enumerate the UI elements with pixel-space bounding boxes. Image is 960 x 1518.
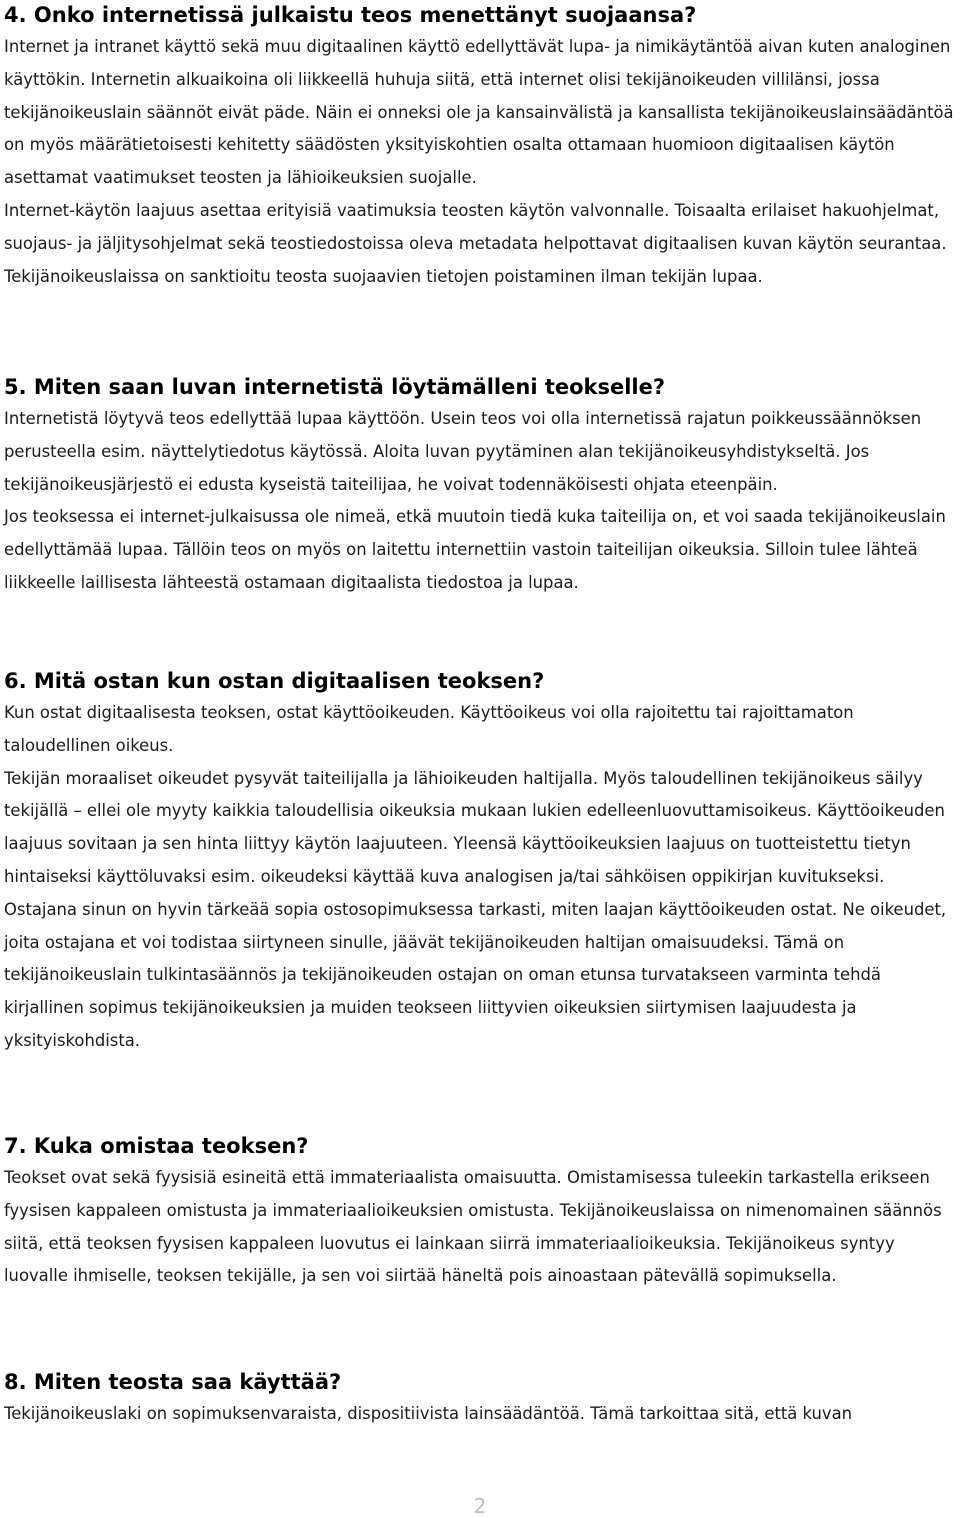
section-paragraph: Ostajana sinun on hyvin tärkeää sopia ostosopimuksessa tarkasti, miten laajan käyttöoikeuden ostat. Ne oikeudet, joita ostajana et voi todistaa siirtyneen sinulle, jäävät tekijänoikeuden haltijan omaisuudeksi. Tämä on tekijänoikeuslain tulkintasäännös ja tekijänoikeuden ostajan on oman etunsa turvatakseen varminta tehdä kirjallinen sopimus tekijänoikeuksien ja muiden teokseen liittyvien oikeuksien siirtymisen laajuudesta ja yksityiskohdista. (4, 899, 947, 1050)
section-paragraph: Kun ostat digitaalisesta teoksen, ostat käyttöoikeuden. Käyttöoikeus voi olla rajoitettu tai rajoittamaton taloudellinen oikeus. (4, 703, 854, 755)
section-heading: 8. Miten teosta saa käyttää? (4, 1370, 342, 1394)
section-paragraph: Internetistä löytyvä teos edellyttää lupaa käyttöön. Usein teos voi olla internetissä rajatun poikkeussäännöksen perusteella esim. näyttelytiedotus käytössä. Aloita luvan pyytäminen alan tekijänoikeusyhdistykseltä. Jos tekijänoikeusjärjestö ei edusta kyseistä taiteilijaa, he voivat todennäköisesti ohjata eteenpäin. (4, 409, 922, 494)
page-number: 2 (473, 1494, 487, 1518)
section-paragraph: Internet-käytön laajuus asettaa erityisiä vaatimuksia teosten käytön valvonnalle. Toisaalta erilaiset hakuohjelmat, suojaus- ja jäljitysohjelmat sekä teostiedostoissa oleva metadata helpottavat digitaalisen kuvan käytön seurantaa. Tekijänoikeuslaissa on sanktioitu teosta suojaavien tietojen poistaminen ilman tekijän lupaa. (4, 200, 947, 286)
section-heading: 4. Onko internetissä julkaistu teos menettänyt suojaansa? (4, 3, 697, 27)
section-paragraph: Teokset ovat sekä fyysisiä esineitä että immateriaalista omaisuutta. Omistamisessa tuleekin tarkastella erikseen fyysisen kappaleen omistusta ja immateriaalioikeuksien omistusta. Tekijänoikeuslaissa on nimenomainen säännös siitä, että teoksen fyysisen kappaleen luovutus ei lainkaan siirrä immateriaalioikeuksia. Tekijänoikeus syntyy luovalle ihmiselle, teoksen tekijälle, ja sen voi siirtää häneltä pois ainoastaan pätevällä sopimuksella. (4, 1168, 942, 1286)
section-paragraph: Tekijän moraaliset oikeudet pysyvät taiteilijalla ja lähioikeuden haltijalla. Myös taloudellinen tekijänoikeus säilyy tekijällä – ellei ole myyty kaikkia taloudellisia oikeuksia mukaan lukien edelleenluovuttamisoikeus. Käyttöoikeuden laajuus sovitaan ja sen hinta liittyy käytön laajuuteen. Yleensä käyttöoikeuksien laajuus on tuotteistettu tietyn hintaiseksi käyttöluvaksi esim. oikeudeksi käyttää kuva analogisen ja/tai sähköisen oppikirjan kuvitukseksi. (4, 768, 945, 886)
section-4 (4, 1, 956, 293)
section-heading: 6. Mitä ostan kun ostan digitaalisen teoksen? (4, 669, 545, 693)
section-6 (4, 667, 956, 1058)
section-7 (4, 1132, 956, 1293)
section-5 (4, 373, 956, 600)
section-heading: 7. Kuka omistaa teoksen? (4, 1134, 309, 1158)
section-paragraph: Jos teoksessa ei internet-julkaisussa ole nimeä, etkä muutoin tiedä kuka taiteilija on, et voi saada tekijänoikeuslain edellyttämää lupaa. Tällöin teos on myös on laitettu internettiin vastoin taiteilijan oikeuksia. Silloin tulee lähteä liikkeelle laillisesta lähteestä ostamaan digitaalista tiedostoa ja lupaa. (4, 507, 946, 592)
section-8 (4, 1368, 956, 1431)
section-paragraph: Internet ja intranet käyttö sekä muu digitaalinen käyttö edellyttävät lupa- ja nimikäytäntöä aivan kuten analoginen käyttökin. Internetin alkuaikoina oli liikkeellä huhuja siitä, että internet olisi tekijänoikeuden villilänsi, jossa tekijänoikeuslain säännöt eivät päde. Näin ei onneksi ole ja kansainvälistä ja kansallista tekijänoikeuslainsäädäntöä on myös määrätietoisesti kehitetty säädösten yksityiskohtien osalta ottamaan huomioon digitaalisen käytön asettamat vaatimukset teosten ja lähioikeuksien suojalle. (4, 37, 954, 188)
section-heading: 5. Miten saan luvan internetistä löytämälleni teokselle? (4, 375, 666, 399)
section-paragraph: Tekijänoikeuslaki on sopimuksenvaraista, dispositiivista lainsäädäntöä. Tämä tarkoittaa sitä, että kuvan (4, 1404, 853, 1423)
